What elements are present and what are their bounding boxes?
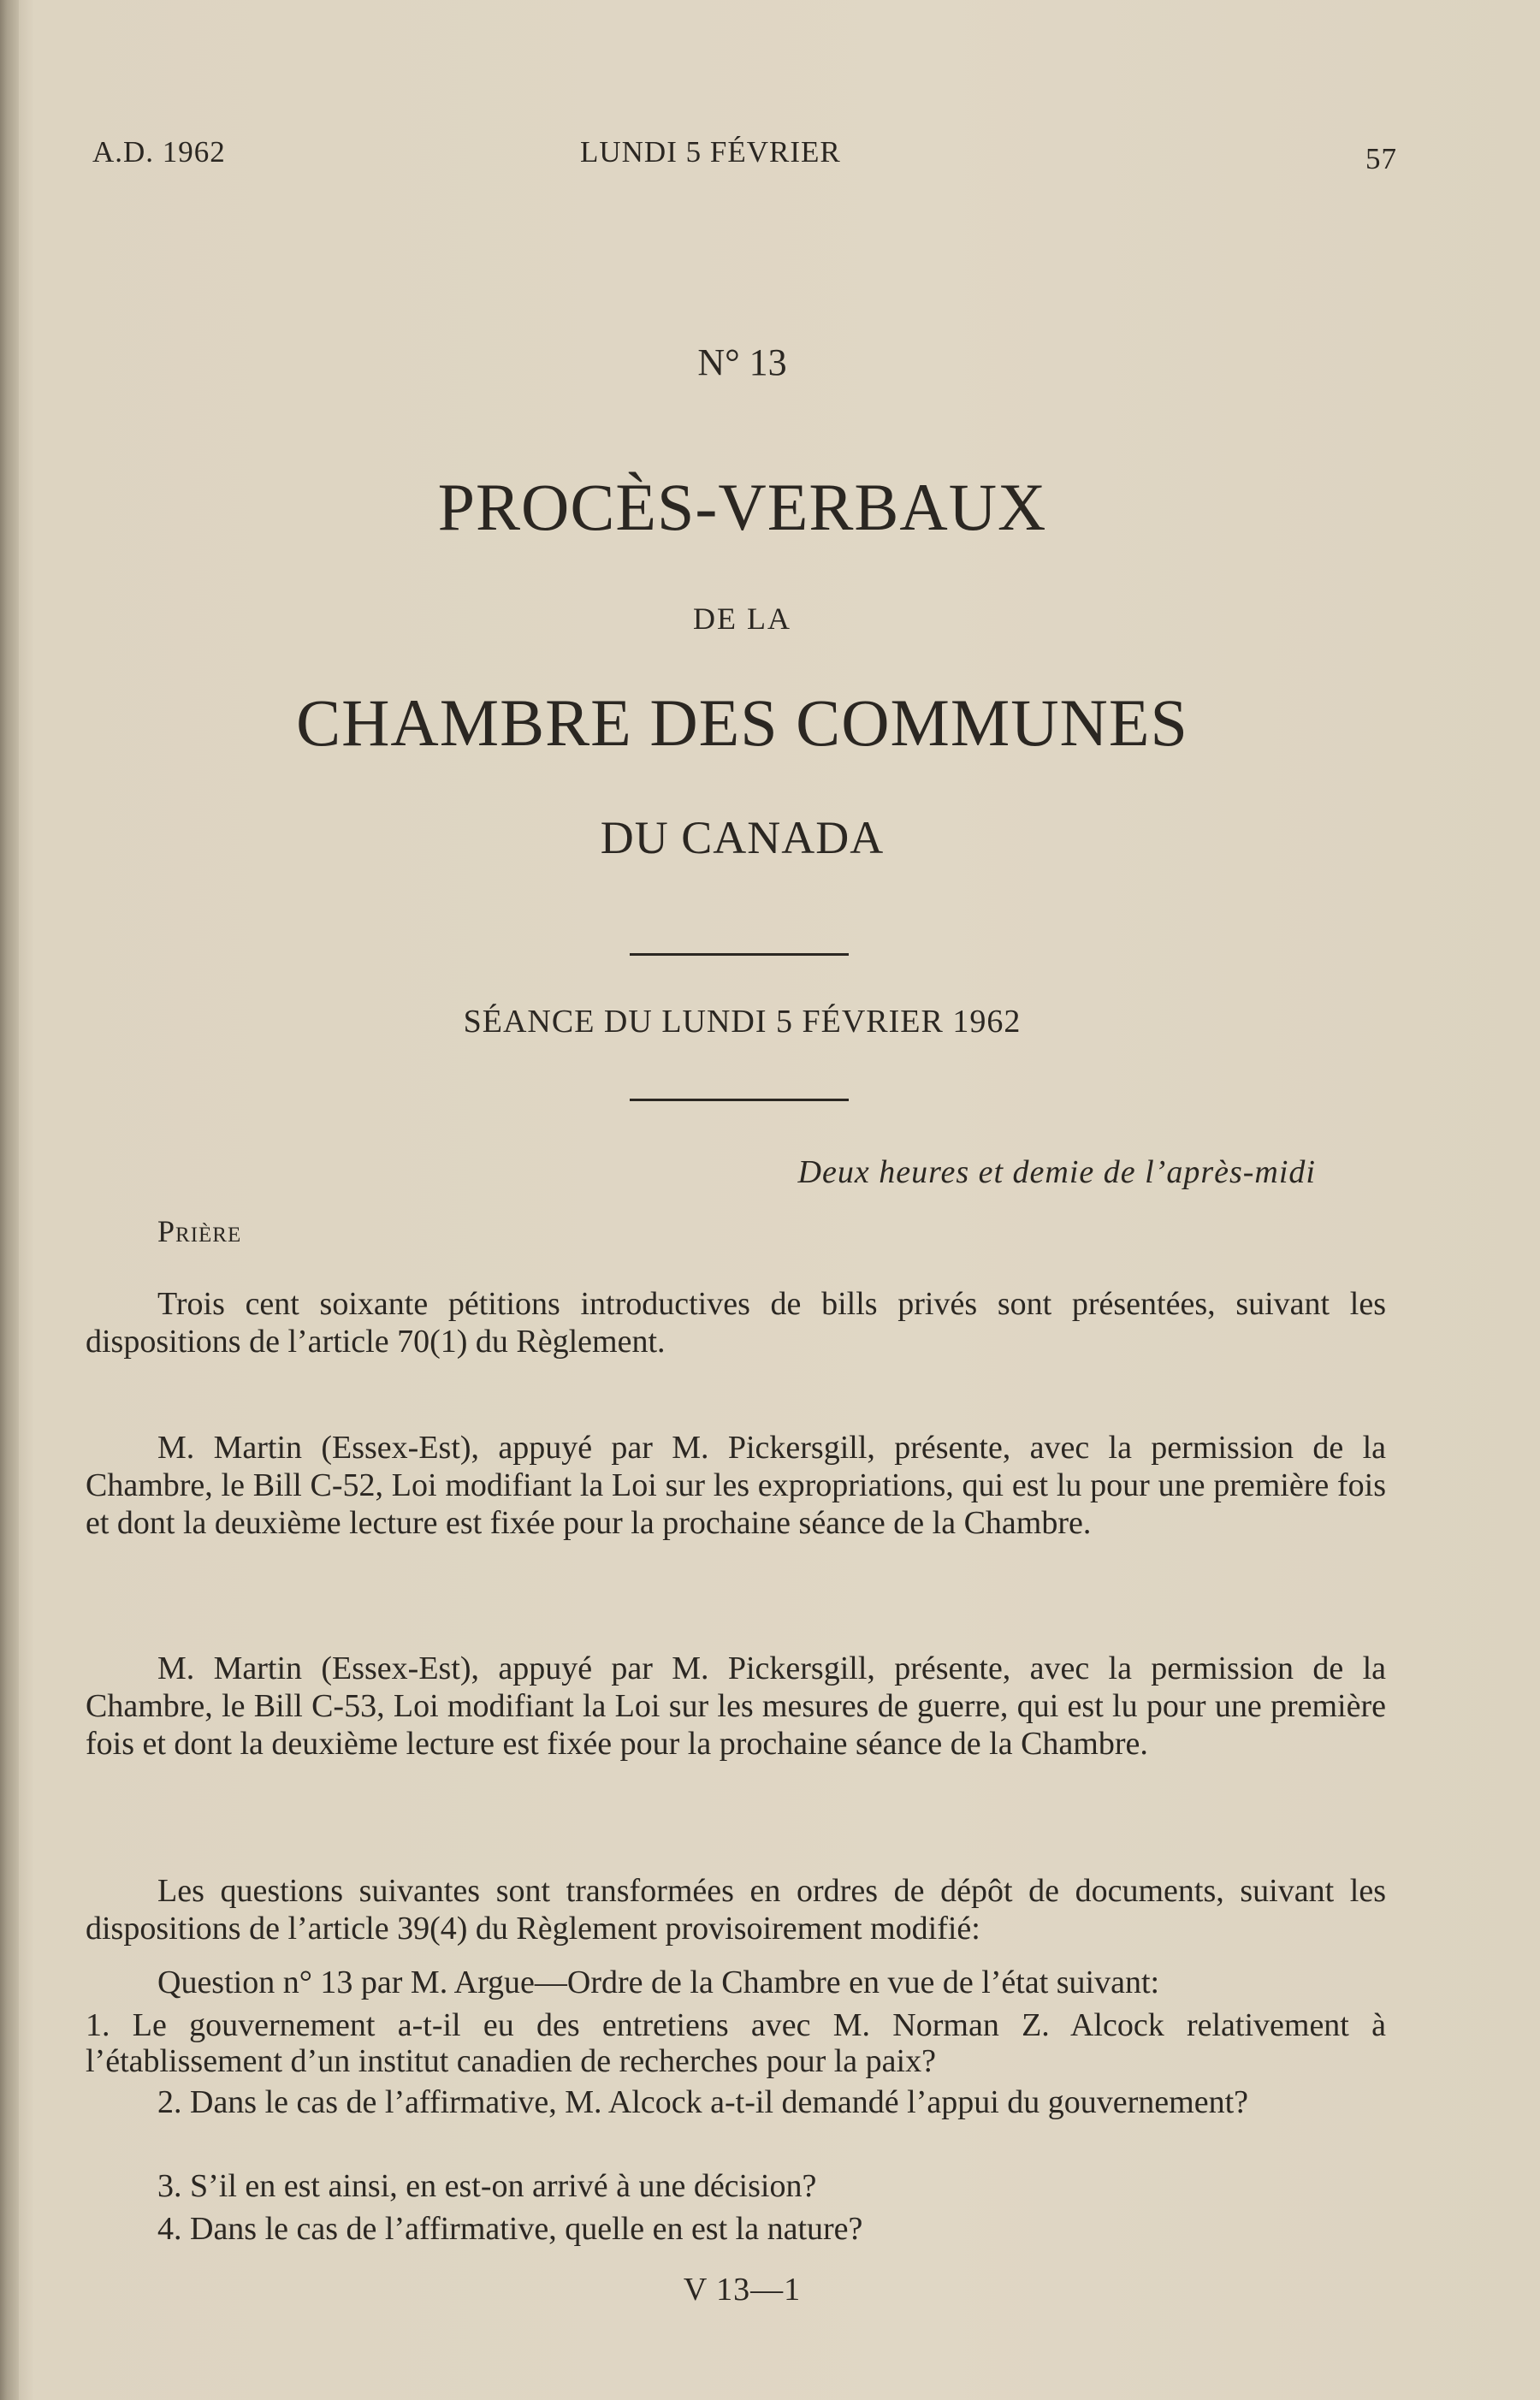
priere-heading: Prière: [157, 1214, 242, 1248]
title-canada: DU CANADA: [600, 812, 885, 863]
title-proces-verbaux: PROCÈS-VERBAUX: [437, 470, 1047, 544]
running-head-year: A.D. 1962: [92, 135, 226, 169]
question-item-2: 2. Dans le cas de l’affirmative, M. Alcock a-t-il demandé l’appui du gouvernement?: [157, 2084, 1249, 2120]
session-time: Deux heures et demie de l’après-midi: [797, 1154, 1316, 1190]
question-item-1: 1. Le gouvernement a-t-il eu des entretiens avec M. Norman Z. Alcock relativement à l’établissement d’un institut canadien de recherches pour la paix?: [86, 2007, 1386, 2079]
paragraph-bill-c53: M. Martin (Essex-Est), appuyé par M. Pickersgill, présente, avec la permission de la Chambre, le Bill C-53, Loi modifiant la Loi sur les mesures de guerre, qui est lu pour une première fois et dont la deuxième lecture est fixée pour la prochaine séance de la Chambre.: [86, 1650, 1386, 1762]
question-item-3: 3. S’il en est ainsi, en est-on arrivé à une décision?: [157, 2168, 817, 2204]
session-heading: SÉANCE DU LUNDI 5 FÉVRIER 1962: [463, 1004, 1022, 1040]
page-number: 57: [1365, 142, 1397, 175]
divider-top: [630, 953, 849, 956]
question-item-4: 4. Dans le cas de l’affirmative, quelle en est la nature?: [157, 2211, 863, 2247]
divider-bottom: [630, 1099, 849, 1101]
paragraph-petitions: Trois cent soixante pétitions introductives de bills privés sont présentées, suivant les dispositions de l’article 70(1) du Règlement.: [86, 1286, 1386, 1360]
title-connector: DE LA: [693, 601, 791, 636]
title-chambre: CHAMBRE DES COMMUNES: [296, 685, 1188, 760]
paragraph-questions-intro: Les questions suivantes sont transformées en ordres de dépôt de documents, suivant les dispositions de l’article 39(4) du Règlement provisoirement modifié:: [86, 1873, 1386, 1947]
running-head: [92, 135, 1397, 178]
signature-mark: V 13—1: [683, 2272, 802, 2308]
issue-number: N° 13: [697, 341, 787, 383]
paragraph-bill-c52: M. Martin (Essex-Est), appuyé par M. Pickersgill, présente, avec la permission de la Chambre, le Bill C-52, Loi modifiant la Loi sur les expropriations, qui est lu pour une première fois et dont la deuxième lecture est fixée pour la prochaine séance de la Chambre.: [86, 1430, 1386, 1541]
question-heading: Question n° 13 par M. Argue—Ordre de la Chambre en vue de l’état suivant:: [157, 1964, 1160, 2000]
running-head-date: LUNDI 5 FÉVRIER: [580, 135, 841, 169]
